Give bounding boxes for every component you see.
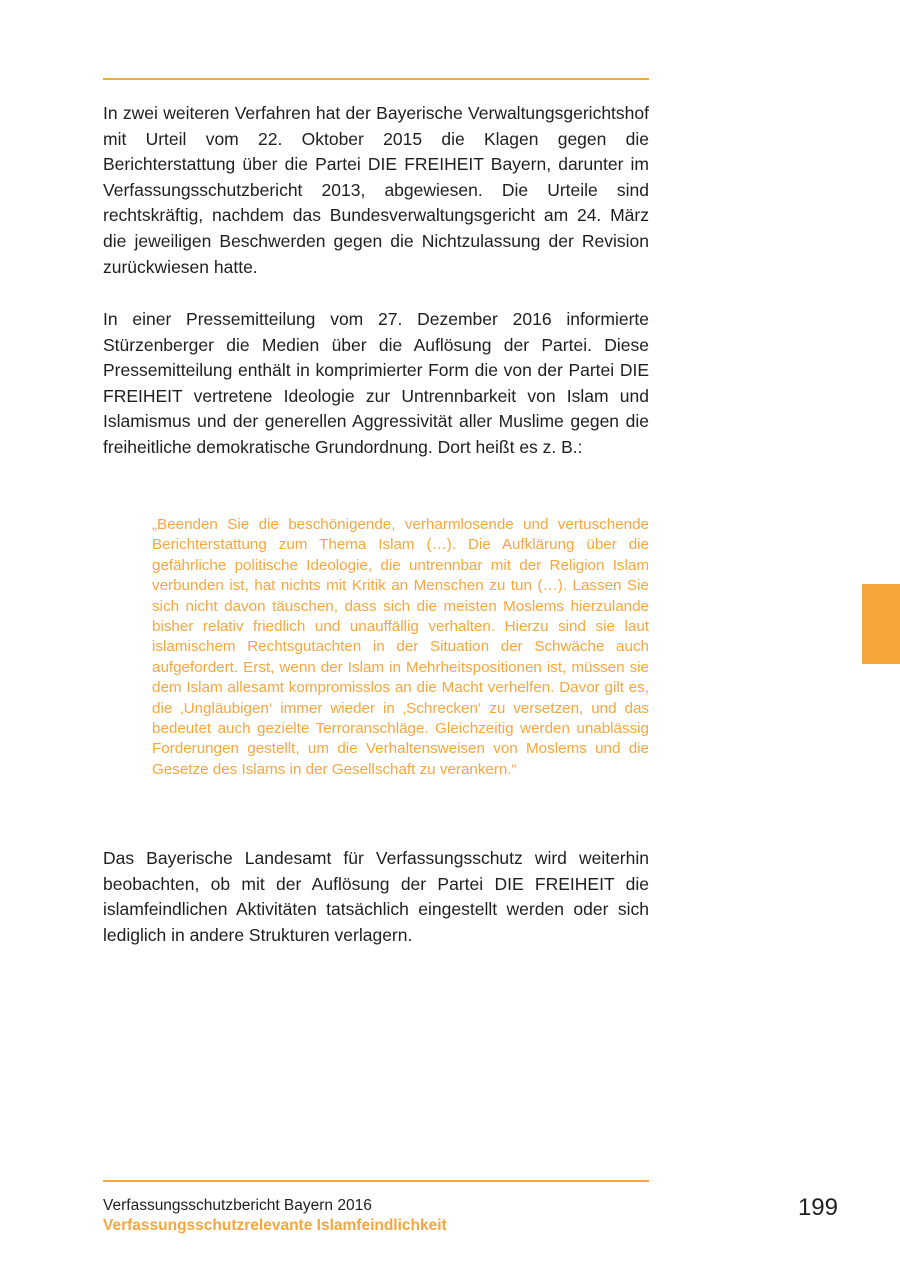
paragraph-press-release: In einer Pressemitteilung vom 27. Dezember 2016 informierte Stürzenberger die Medien über die Auflösung der Partei. Diese Pressemitteilung enthält in komprimierter Form die von der Partei DIE FREIHEIT vertretene Ideologie zur Untrennbarkeit von Islam und Islamismus und der generellen Aggressivität aller Muslime gegen die freiheitliche demokratische Grundordnung. Dort heißt es z. B.: (103, 309, 649, 457)
page-number: 199 (797, 1194, 838, 1221)
chapter-tab-marker (862, 584, 900, 664)
footer-rule (103, 1180, 649, 1182)
paragraph-court-ruling: In zwei weiteren Verfahren hat der Bayerische Verwaltungsgerichtshof mit Urteil vom 22. Oktober 2015 die Klagen gegen die Berichterstattung über die Partei DIE FREIHEIT Bayern, darunter im Verfassungsschutzbericht 2013, abgewiesen. Die Urteile sind rechtskräftig, nachdem das Bundesverwaltungsgericht am 24. März die jeweiligen Beschwerden gegen die Nichtzulassung der Revision zurückwiesen hatte. (103, 103, 649, 277)
footer-section-title: Verfassungsschutzrelevante Islamfeindlichkeit (103, 1217, 447, 1234)
footer-report-title: Verfassungsschutzbericht Bayern 2016 (103, 1197, 372, 1214)
header-rule (103, 78, 649, 80)
paragraph-conclusion: Das Bayerische Landesamt für Verfassungsschutz wird weiterhin beobachten, ob mit der Auflösung der Partei DIE FREIHEIT die islamfeindlichen Aktivitäten tatsächlich eingestellt werden oder sich lediglich in andere Strukturen verlagern. (103, 848, 649, 945)
block-quote: „Beenden Sie die beschönigende, verharmlosende und vertuschende Berichterstattung zum Thema Islam (…). Die Aufklärung über die gefährliche politische Ideologie, die untrennbar mit der Religion Islam verbunden ist, hat nichts mit Kritik an Menschen zu tun (…). Lassen Sie sich nicht davon täuschen, dass sich die meisten Moslems hierzulande bisher relativ friedlich und unauffällig verhalten. Hierzu sind sie laut islamischem Rechtsgutachten in der Situation der Schwäche auch aufgefordert. Erst, wenn der Islam in Mehrheitspositionen ist, müssen sie dem Islam allesamt kompromisslos an die Macht verhelfen. Davor gilt es, die ‚Ungläubigen‘ immer wieder in ‚Schrecken‘ zu versetzen, und das bedeutet auch gezielte Terroranschläge. Gleichzeitig werden unablässig Forderungen gestellt, um die Verhaltensweisen von Moslems und die Gesetze des Islams in der Gesellschaft zu verankern.“ (152, 516, 649, 778)
